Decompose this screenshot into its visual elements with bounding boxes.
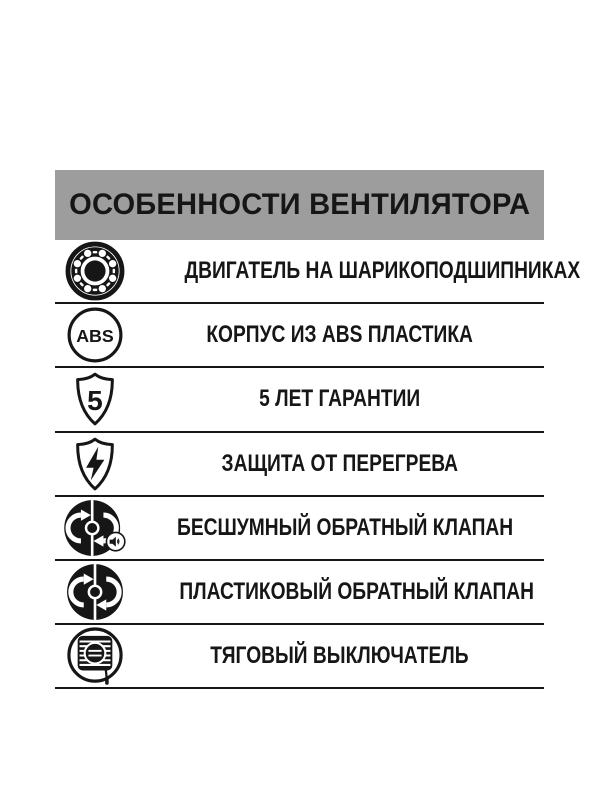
feature-label: ПЛАСТИКОВЫЙ ОБРАТНЫЙ КЛАПАН [179,578,534,606]
svg-text:ABS: ABS [76,326,114,347]
feature-row-warranty [55,368,544,432]
feature-row-ball-bearing-motor [55,240,581,304]
feature-label: ТЯГОВЫЙ ВЫКЛЮЧАТЕЛЬ [210,642,469,670]
features-title: ОСОБЕННОСТИ ВЕНТИЛЯТОРА [68,188,531,221]
silent-check-valve-icon [62,498,128,558]
abs-plastic-icon [65,305,125,365]
features-header [55,170,544,240]
feature-row-abs-body [55,304,544,368]
mute-speaker-icon [106,532,124,550]
feature-label: ДВИГАТЕЛЬ НА ШАРИКОПОДШИПНИКАХ [184,257,581,285]
feature-row-pull-switch [55,625,544,689]
svg-text:5: 5 [87,385,103,417]
ball-bearing-icon [65,241,125,301]
feature-row-silent-check-valve [55,497,544,561]
feature-infographic [55,170,581,689]
plastic-check-valve-icon [65,562,125,622]
feature-row-overheat-protection [55,433,544,497]
feature-label: 5 ЛЕТ ГАРАНТИИ [258,385,421,413]
warranty-5-years-shield-icon [65,369,125,429]
feature-label: БЕСШУМНЫЙ ОБРАТНЫЙ КЛАПАН [177,513,514,541]
pull-cord-switch-icon [65,626,125,686]
overheat-protection-shield-icon [65,434,125,494]
feature-row-plastic-check-valve [55,561,544,625]
feature-label: ЗАЩИТА ОТ ПЕРЕГРЕВА [221,449,458,477]
feature-label: КОРПУС ИЗ ABS ПЛАСТИКА [206,321,473,349]
